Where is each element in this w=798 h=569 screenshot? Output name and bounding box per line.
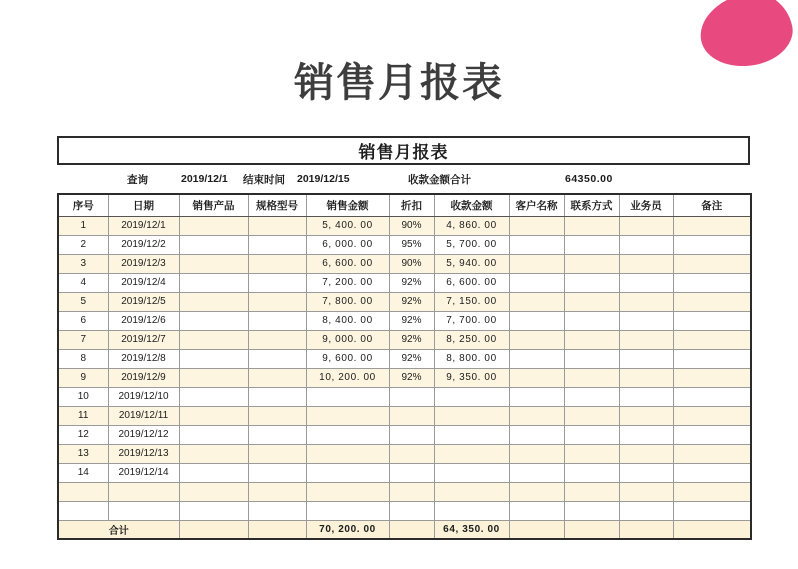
cell-discount[interactable] — [389, 501, 434, 520]
cell-note[interactable] — [673, 311, 751, 330]
cell-sales-amount[interactable] — [306, 501, 389, 520]
cell-discount[interactable] — [389, 425, 434, 444]
cell-contact[interactable] — [564, 368, 619, 387]
total-note — [673, 520, 751, 539]
cell-customer[interactable] — [509, 406, 564, 425]
cell-contact[interactable] — [564, 235, 619, 254]
cell-received-amount[interactable]: 8, 800. 00 — [434, 349, 509, 368]
cell-contact[interactable] — [564, 444, 619, 463]
cell-received-amount[interactable] — [434, 463, 509, 482]
cell-customer[interactable] — [509, 444, 564, 463]
cell-index[interactable]: 3 — [58, 254, 108, 273]
cell-customer[interactable] — [509, 311, 564, 330]
cell-index[interactable]: 11 — [58, 406, 108, 425]
cell-spec[interactable] — [248, 368, 306, 387]
cell-product[interactable] — [179, 254, 248, 273]
cell-date[interactable]: 2019/12/1 — [108, 216, 179, 235]
total-salesperson — [619, 520, 673, 539]
table-row[interactable] — [58, 482, 751, 501]
column-header-sales[interactable]: 销售金额 — [306, 194, 389, 216]
cell-discount[interactable]: 92% — [389, 311, 434, 330]
cell-discount[interactable] — [389, 387, 434, 406]
cell-spec[interactable] — [248, 501, 306, 520]
cell-discount[interactable]: 92% — [389, 368, 434, 387]
column-header-spec[interactable]: 规格型号 — [248, 194, 306, 216]
cell-product[interactable] — [179, 292, 248, 311]
cell-product[interactable] — [179, 444, 248, 463]
cell-spec[interactable] — [248, 311, 306, 330]
table-row[interactable] — [58, 292, 751, 311]
total-product — [179, 520, 248, 539]
total-contact — [564, 520, 619, 539]
cell-index[interactable]: 7 — [58, 330, 108, 349]
total-discount — [389, 520, 434, 539]
cell-sales-amount[interactable]: 10, 200. 00 — [306, 368, 389, 387]
cell-contact[interactable] — [564, 330, 619, 349]
cell-spec[interactable] — [248, 387, 306, 406]
cell-contact[interactable] — [564, 292, 619, 311]
cell-received-amount[interactable] — [434, 406, 509, 425]
cell-received-amount[interactable] — [434, 501, 509, 520]
cell-customer[interactable] — [509, 501, 564, 520]
cell-customer[interactable] — [509, 349, 564, 368]
report-title-band — [57, 136, 750, 165]
cell-note[interactable] — [673, 406, 751, 425]
cell-sales-amount[interactable]: 9, 600. 00 — [306, 349, 389, 368]
cell-product[interactable] — [179, 235, 248, 254]
cell-note[interactable] — [673, 292, 751, 311]
cell-contact[interactable] — [564, 425, 619, 444]
cell-sales-amount[interactable]: 7, 800. 00 — [306, 292, 389, 311]
cell-note[interactable] — [673, 254, 751, 273]
cell-product[interactable] — [179, 425, 248, 444]
cell-date[interactable] — [108, 482, 179, 501]
cell-customer[interactable] — [509, 368, 564, 387]
cell-index[interactable] — [58, 482, 108, 501]
cell-product[interactable] — [179, 330, 248, 349]
cell-date[interactable]: 2019/12/3 — [108, 254, 179, 273]
column-header-received[interactable]: 收款金额 — [434, 194, 509, 216]
cell-discount[interactable] — [389, 463, 434, 482]
cell-index[interactable]: 2 — [58, 235, 108, 254]
cell-contact[interactable] — [564, 216, 619, 235]
cell-customer[interactable] — [509, 463, 564, 482]
cell-date[interactable]: 2019/12/6 — [108, 311, 179, 330]
cell-note[interactable] — [673, 349, 751, 368]
cell-sales-amount[interactable]: 9, 000. 00 — [306, 330, 389, 349]
cell-index[interactable]: 9 — [58, 368, 108, 387]
cell-contact[interactable] — [564, 311, 619, 330]
cell-discount[interactable]: 95% — [389, 235, 434, 254]
cell-contact[interactable] — [564, 406, 619, 425]
cell-index[interactable]: 5 — [58, 292, 108, 311]
cell-date[interactable]: 2019/12/2 — [108, 235, 179, 254]
table-row[interactable] — [58, 330, 751, 349]
table-row[interactable] — [58, 349, 751, 368]
table-row[interactable] — [58, 216, 751, 235]
cell-received-amount[interactable]: 5, 700. 00 — [434, 235, 509, 254]
cell-date[interactable]: 2019/12/10 — [108, 387, 179, 406]
sales-report-table — [57, 193, 752, 540]
cell-note[interactable] — [673, 482, 751, 501]
cell-contact[interactable] — [564, 501, 619, 520]
table-header-row — [58, 194, 751, 216]
cell-salesperson[interactable] — [619, 368, 673, 387]
cell-salesperson[interactable] — [619, 254, 673, 273]
cell-contact[interactable] — [564, 349, 619, 368]
cell-index[interactable]: 4 — [58, 273, 108, 292]
cell-note[interactable] — [673, 425, 751, 444]
cell-index[interactable]: 13 — [58, 444, 108, 463]
cell-discount[interactable]: 90% — [389, 254, 434, 273]
cell-discount[interactable]: 90% — [389, 216, 434, 235]
cell-sales-amount[interactable] — [306, 463, 389, 482]
query-end-label: 结束时间 — [243, 173, 285, 186]
table-row[interactable] — [58, 311, 751, 330]
table-row[interactable] — [58, 501, 751, 520]
cell-product[interactable] — [179, 463, 248, 482]
cell-received-amount[interactable]: 7, 150. 00 — [434, 292, 509, 311]
cell-note[interactable] — [673, 444, 751, 463]
cell-sales-amount[interactable] — [306, 425, 389, 444]
total-label: 合计 — [58, 520, 179, 539]
cell-customer[interactable] — [509, 425, 564, 444]
cell-salesperson[interactable] — [619, 292, 673, 311]
cell-salesperson[interactable] — [619, 311, 673, 330]
cell-salesperson[interactable] — [619, 387, 673, 406]
report-container — [57, 136, 750, 540]
cell-spec[interactable] — [248, 349, 306, 368]
cell-salesperson[interactable] — [619, 349, 673, 368]
cell-received-amount[interactable]: 8, 250. 00 — [434, 330, 509, 349]
cell-received-amount[interactable] — [434, 444, 509, 463]
column-header-salesperson[interactable]: 业务员 — [619, 194, 673, 216]
cell-sales-amount[interactable] — [306, 482, 389, 501]
cell-product[interactable] — [179, 368, 248, 387]
cell-product[interactable] — [179, 501, 248, 520]
cell-salesperson[interactable] — [619, 216, 673, 235]
cell-salesperson[interactable] — [619, 482, 673, 501]
table-row[interactable] — [58, 368, 751, 387]
cell-spec[interactable] — [248, 292, 306, 311]
cell-salesperson[interactable] — [619, 501, 673, 520]
cell-note[interactable] — [673, 273, 751, 292]
cell-received-amount[interactable]: 7, 700. 00 — [434, 311, 509, 330]
cell-date[interactable]: 2019/12/11 — [108, 406, 179, 425]
cell-received-amount[interactable]: 6, 600. 00 — [434, 273, 509, 292]
cell-customer[interactable] — [509, 292, 564, 311]
cell-customer[interactable] — [509, 273, 564, 292]
table-total-row — [58, 520, 751, 539]
cell-date[interactable]: 2019/12/4 — [108, 273, 179, 292]
cell-salesperson[interactable] — [619, 273, 673, 292]
cell-note[interactable] — [673, 235, 751, 254]
column-header-product[interactable]: 销售产品 — [179, 194, 248, 216]
total-received-amount: 64, 350. 00 — [434, 520, 509, 539]
column-header-note[interactable]: 备注 — [673, 194, 751, 216]
cell-salesperson[interactable] — [619, 406, 673, 425]
query-end-date[interactable]: 2019/12/15 — [297, 173, 350, 185]
cell-date[interactable]: 2019/12/12 — [108, 425, 179, 444]
cell-index[interactable]: 8 — [58, 349, 108, 368]
query-label: 查询 — [127, 173, 148, 186]
report-title: 销售月报表 — [358, 143, 449, 162]
query-start-date[interactable]: 2019/12/1 — [181, 173, 228, 185]
cell-date[interactable]: 2019/12/13 — [108, 444, 179, 463]
cell-discount[interactable] — [389, 406, 434, 425]
cell-index[interactable] — [58, 501, 108, 520]
cell-customer[interactable] — [509, 330, 564, 349]
column-header-date[interactable]: 日期 — [108, 194, 179, 216]
cell-sales-amount[interactable] — [306, 387, 389, 406]
table-row[interactable] — [58, 463, 751, 482]
page-title: 销售月报表 — [294, 61, 504, 105]
column-header-customer[interactable]: 客户名称 — [509, 194, 564, 216]
cell-sales-amount[interactable]: 5, 400. 00 — [306, 216, 389, 235]
cell-note[interactable] — [673, 216, 751, 235]
cell-received-amount[interactable] — [434, 387, 509, 406]
cell-contact[interactable] — [564, 254, 619, 273]
cell-discount[interactable] — [389, 482, 434, 501]
total-sales-amount: 70, 200. 00 — [306, 520, 389, 539]
table-row[interactable] — [58, 406, 751, 425]
cell-sales-amount[interactable]: 8, 400. 00 — [306, 311, 389, 330]
column-header-discount[interactable]: 折扣 — [389, 194, 434, 216]
cell-date[interactable]: 2019/12/8 — [108, 349, 179, 368]
cell-sales-amount[interactable]: 7, 200. 00 — [306, 273, 389, 292]
cell-contact[interactable] — [564, 387, 619, 406]
cell-received-amount[interactable] — [434, 482, 509, 501]
cell-note[interactable] — [673, 463, 751, 482]
cell-discount[interactable]: 92% — [389, 273, 434, 292]
received-total-value: 64350.00 — [565, 173, 613, 185]
cell-note[interactable] — [673, 501, 751, 520]
cell-salesperson[interactable] — [619, 463, 673, 482]
cell-received-amount[interactable]: 5, 940. 00 — [434, 254, 509, 273]
cell-spec[interactable] — [248, 330, 306, 349]
cell-date[interactable] — [108, 501, 179, 520]
cell-spec[interactable] — [248, 216, 306, 235]
cell-spec[interactable] — [248, 444, 306, 463]
cell-date[interactable]: 2019/12/5 — [108, 292, 179, 311]
cell-received-amount[interactable]: 9, 350. 00 — [434, 368, 509, 387]
received-total-label: 收款金额合计 — [408, 173, 471, 186]
cell-received-amount[interactable] — [434, 425, 509, 444]
cell-date[interactable]: 2019/12/7 — [108, 330, 179, 349]
cell-note[interactable] — [673, 387, 751, 406]
cell-sales-amount[interactable]: 6, 000. 00 — [306, 235, 389, 254]
cell-product[interactable] — [179, 311, 248, 330]
cell-salesperson[interactable] — [619, 444, 673, 463]
table-row[interactable] — [58, 425, 751, 444]
cell-discount[interactable]: 92% — [389, 292, 434, 311]
cell-index[interactable]: 10 — [58, 387, 108, 406]
cell-spec[interactable] — [248, 425, 306, 444]
cell-spec[interactable] — [248, 273, 306, 292]
cell-customer[interactable] — [509, 387, 564, 406]
cell-product[interactable] — [179, 387, 248, 406]
table-row[interactable] — [58, 254, 751, 273]
cell-product[interactable] — [179, 273, 248, 292]
table-body — [58, 216, 751, 539]
cell-product[interactable] — [179, 406, 248, 425]
cell-note[interactable] — [673, 330, 751, 349]
cell-received-amount[interactable]: 4, 860. 00 — [434, 216, 509, 235]
cell-product[interactable] — [179, 349, 248, 368]
cell-sales-amount[interactable] — [306, 406, 389, 425]
cell-spec[interactable] — [248, 254, 306, 273]
cell-note[interactable] — [673, 368, 751, 387]
cell-contact[interactable] — [564, 463, 619, 482]
cell-customer[interactable] — [509, 482, 564, 501]
cell-spec[interactable] — [248, 235, 306, 254]
query-strip — [57, 165, 750, 193]
cell-discount[interactable] — [389, 444, 434, 463]
table-row[interactable] — [58, 235, 751, 254]
cell-spec[interactable] — [248, 482, 306, 501]
cell-index[interactable]: 14 — [58, 463, 108, 482]
cell-contact[interactable] — [564, 482, 619, 501]
cell-product[interactable] — [179, 482, 248, 501]
total-customer — [509, 520, 564, 539]
cell-salesperson[interactable] — [619, 425, 673, 444]
cell-contact[interactable] — [564, 273, 619, 292]
cell-index[interactable]: 1 — [58, 216, 108, 235]
cell-product[interactable] — [179, 216, 248, 235]
column-header-contact[interactable]: 联系方式 — [564, 194, 619, 216]
cell-spec[interactable] — [248, 463, 306, 482]
table-row[interactable] — [58, 444, 751, 463]
cell-date[interactable]: 2019/12/9 — [108, 368, 179, 387]
cell-index[interactable]: 12 — [58, 425, 108, 444]
cell-index[interactable]: 6 — [58, 311, 108, 330]
cell-customer[interactable] — [509, 216, 564, 235]
total-spec — [248, 520, 306, 539]
column-header-index[interactable]: 序号 — [58, 194, 108, 216]
cell-customer[interactable] — [509, 235, 564, 254]
table-row[interactable] — [58, 387, 751, 406]
cell-sales-amount[interactable]: 6, 600. 00 — [306, 254, 389, 273]
table-row[interactable] — [58, 273, 751, 292]
cell-discount[interactable]: 92% — [389, 330, 434, 349]
cell-customer[interactable] — [509, 254, 564, 273]
cell-sales-amount[interactable] — [306, 444, 389, 463]
cell-discount[interactable]: 92% — [389, 349, 434, 368]
cell-salesperson[interactable] — [619, 330, 673, 349]
cell-date[interactable]: 2019/12/14 — [108, 463, 179, 482]
cell-spec[interactable] — [248, 406, 306, 425]
cell-salesperson[interactable] — [619, 235, 673, 254]
